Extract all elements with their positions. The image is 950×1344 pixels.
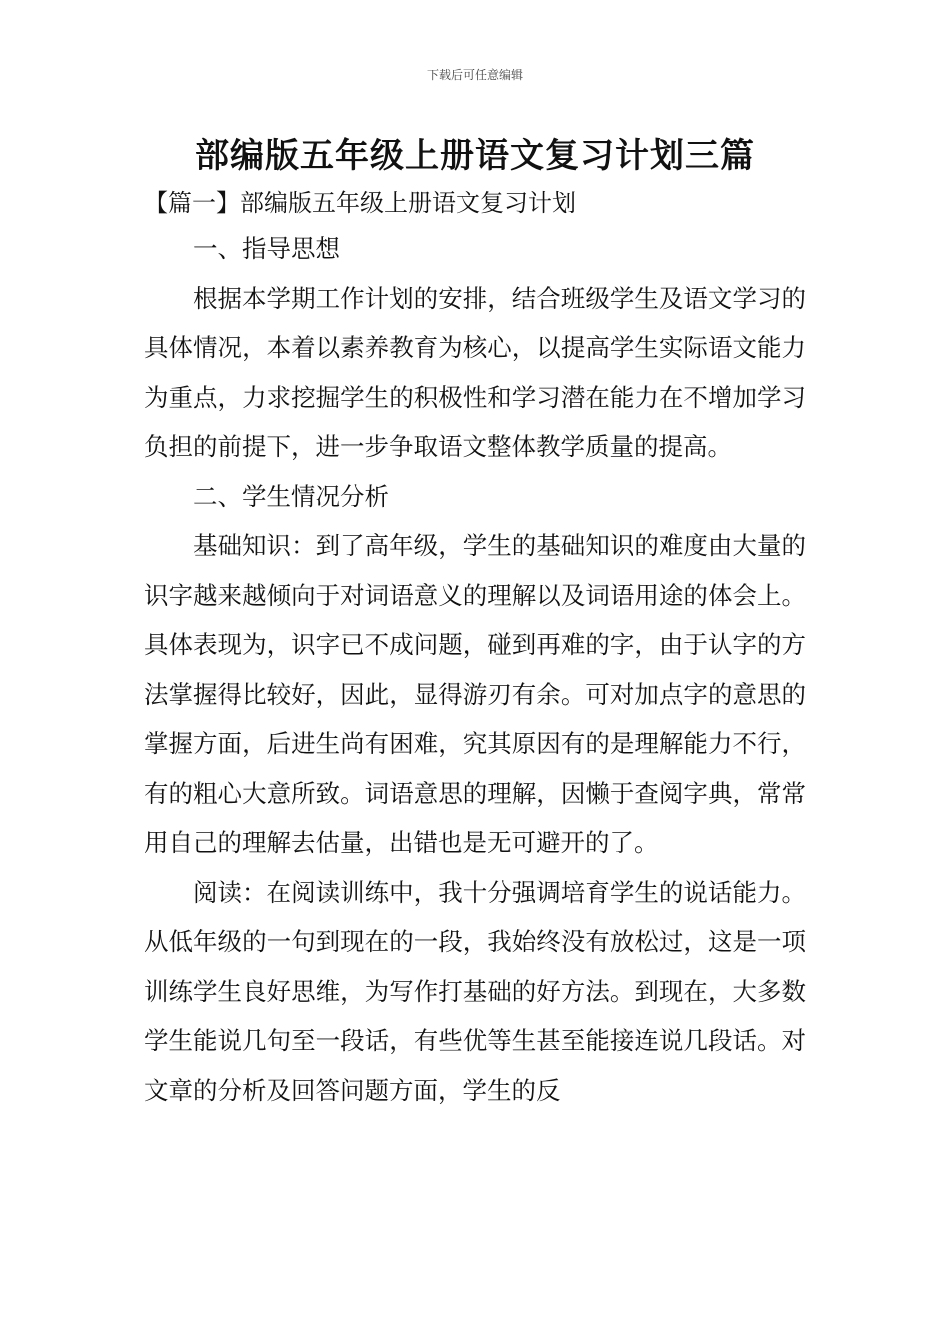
body-text (144, 224, 806, 1115)
header-note: 下载后可任意编辑 (426, 68, 523, 82)
heading-student-analysis: 二、学生情况分析 (193, 481, 389, 511)
heading-guiding-ideology: 一、指导思想 (193, 234, 340, 263)
paragraph-basic-knowledge: 基础知识：到了高年级，学生的基础知识的难度由大量的识字越来越倾向于对词语意义的理解以及词语用途的体会上。具体表现为，识字已不成问题，碰到再难的字，由于认字的方法掌握得比较好，因此，显得游刃有余。可对加点字的意思的掌握方面，后进生尚有困难，究其原因有的是理解能力不行，有的粗心大意所致。词语意思的理解，因懒于查阅字典，常常用自己的理解去估量，出错也是无可避开的了。 (144, 531, 806, 857)
paragraph-guiding-ideology: 根据本学期工作计划的安排，结合班级学生及语文学习的具体情况，本着以素养教育为核心，以提高学生实际语文能力为重点，力求挖掘学生的积极性和学习潜在能力在不增加学习负担的前提下，进一步争取语文整体教学质量的提高。 (144, 283, 806, 461)
document-title: 部编版五年级上册语文复习计划三篇 (195, 136, 755, 176)
paragraph-reading: 阅读：在阅读训练中，我十分强调培育学生的说话能力。从低年级的一句到现在的一段，我始终没有放松过，这是一项训练学生良好思维，为写作打基础的好方法。到现在，大多数学生能说几句至一段话，有些优等生甚至能接连说几段话。对文章的分析及回答问题方面，学生的反 (144, 877, 806, 1105)
section-heading: 【篇一】部编版五年级上册语文复习计划 (144, 189, 576, 217)
